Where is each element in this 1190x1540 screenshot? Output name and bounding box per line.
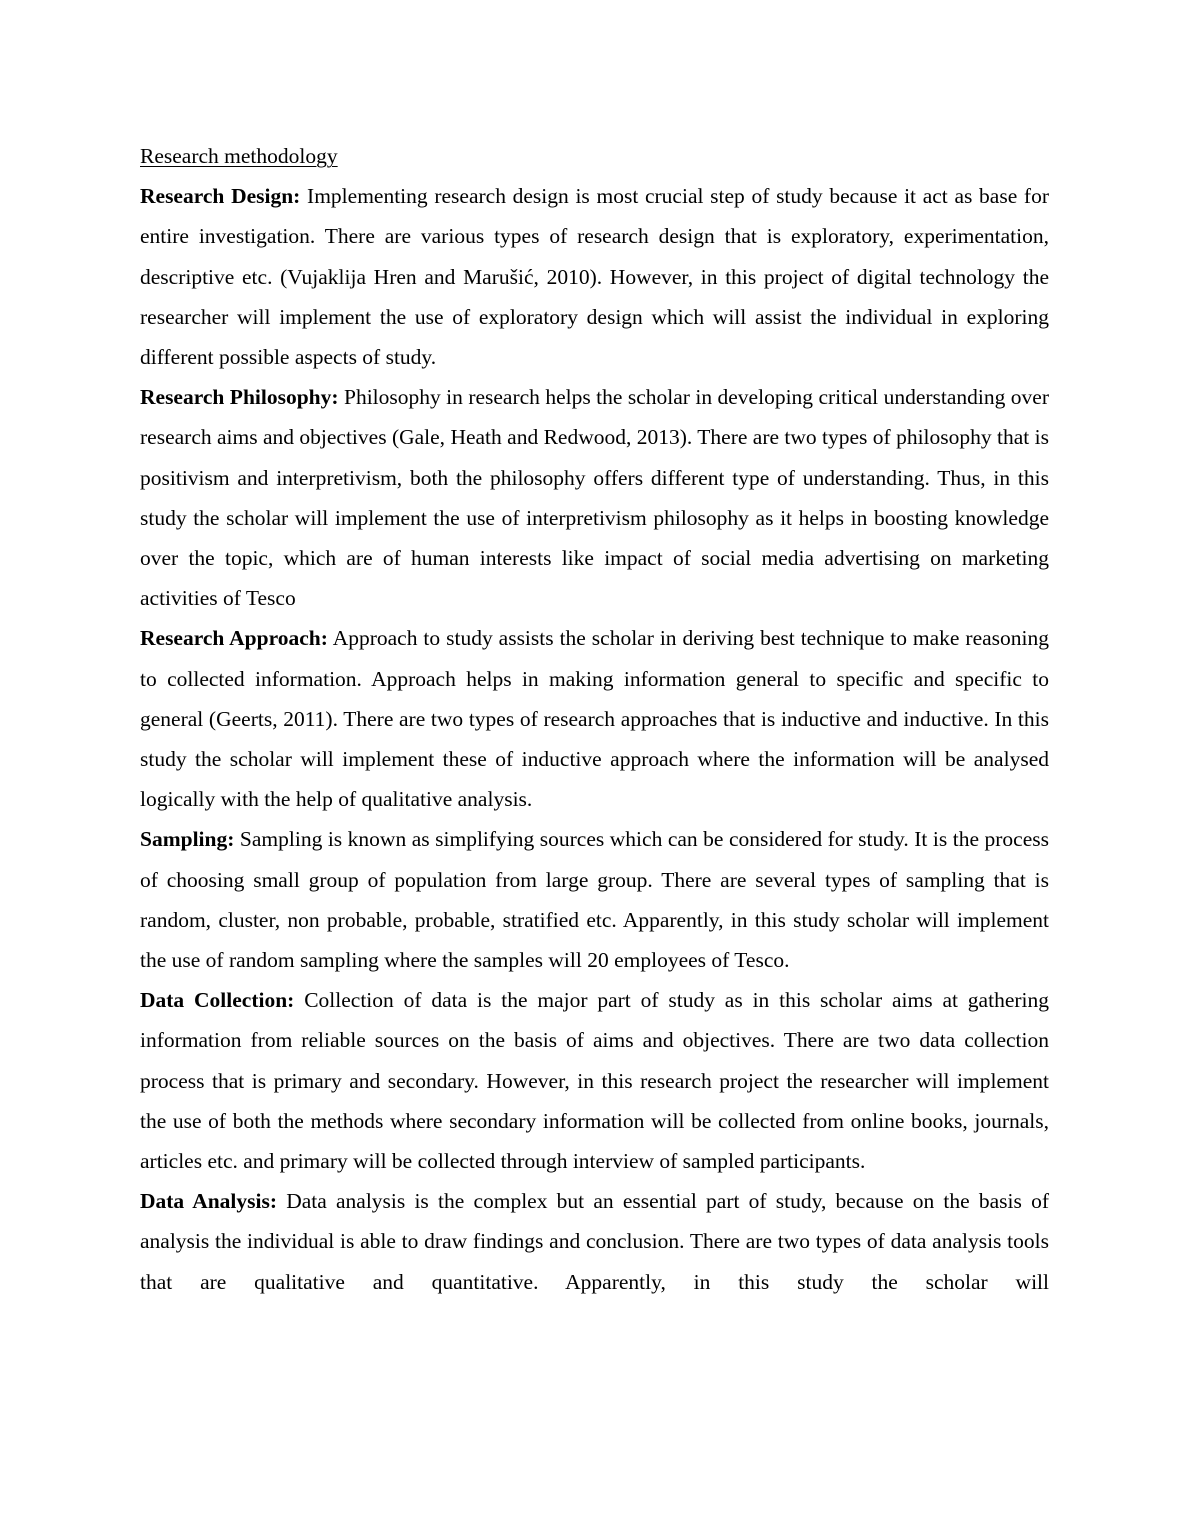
paragraph-label: Sampling: [140, 827, 235, 852]
paragraph-research-philosophy [140, 377, 1049, 618]
paragraph-label: Data Analysis: [140, 1189, 278, 1214]
paragraph-label: Research Approach: [140, 626, 328, 651]
paragraph-data-collection [140, 980, 1049, 1181]
paragraph-label: Research Philosophy: [140, 385, 339, 410]
paragraph-text: Approach to study assists the scholar in deriving best technique to make reasoning to collected information. Approach helps in making information general to specific and specific to general (Geerts, 2011). There are two types of research approaches that is inductive and inductive. In this study the scholar will implement these of inductive approach where the information will be analysed logically with the help of qualitative analysis. [140, 626, 1050, 812]
paragraph-research-design [140, 176, 1049, 377]
paragraph-research-approach [140, 618, 1049, 819]
paragraph-data-analysis [140, 1181, 1049, 1302]
paragraph-sampling [140, 819, 1049, 980]
section-heading: Research methodology [140, 144, 338, 168]
paragraph-text: Philosophy in research helps the scholar in developing critical understanding over research aims and objectives (Gale, Heath and Redwood, 2013). There are two types of philosophy that is positivism and interpretivism, both the philosophy offers different type of understanding. Thus, in this study the scholar will implement the use of interpretivism philosophy as it helps in boosting knowledge over the topic, which are of human interests like impact of social media advertising on marketing activities of Tesco [140, 385, 1050, 611]
paragraph-label: Data Collection: [140, 988, 295, 1013]
paragraph-text: Data analysis is the complex but an essential part of study, because on the basis of analysis the individual is able to draw findings and conclusion. There are two types of data analysis tools that are qualitative and quantitative. Apparently, in this study the scholar will [140, 1189, 1049, 1294]
paragraph-label: Research Design: [140, 184, 301, 209]
paragraph-text: Implementing research design is most crucial step of study because it act as base for entire investigation. There are various types of research design that is exploratory, experimentation, descriptive etc. (Vujaklija Hren and Marušić, 2010). However, in this project of digital technology the researcher will implement the use of exploratory design which will assist the individual in exploring different possible aspects of study. [140, 184, 1049, 370]
paragraph-text: Collection of data is the major part of study as in this scholar aims at gathering information from reliable sources on the basis of aims and objectives. There are two data collection process that is primary and secondary. However, in this research project the researcher will implement the use of both the methods where secondary information will be collected from online books, journals, articles etc. and primary will be collected through interview of sampled participants. [140, 988, 1049, 1174]
document-page [140, 136, 1049, 1302]
paragraph-text: Sampling is known as simplifying sources which can be considered for study. It is the process of choosing small group of population from large group. There are several types of sampling that is random, cluster, non probable, probable, stratified etc. Apparently, in this study scholar will implement the use of random sampling where the samples will 20 employees of Tesco. [140, 827, 1049, 973]
